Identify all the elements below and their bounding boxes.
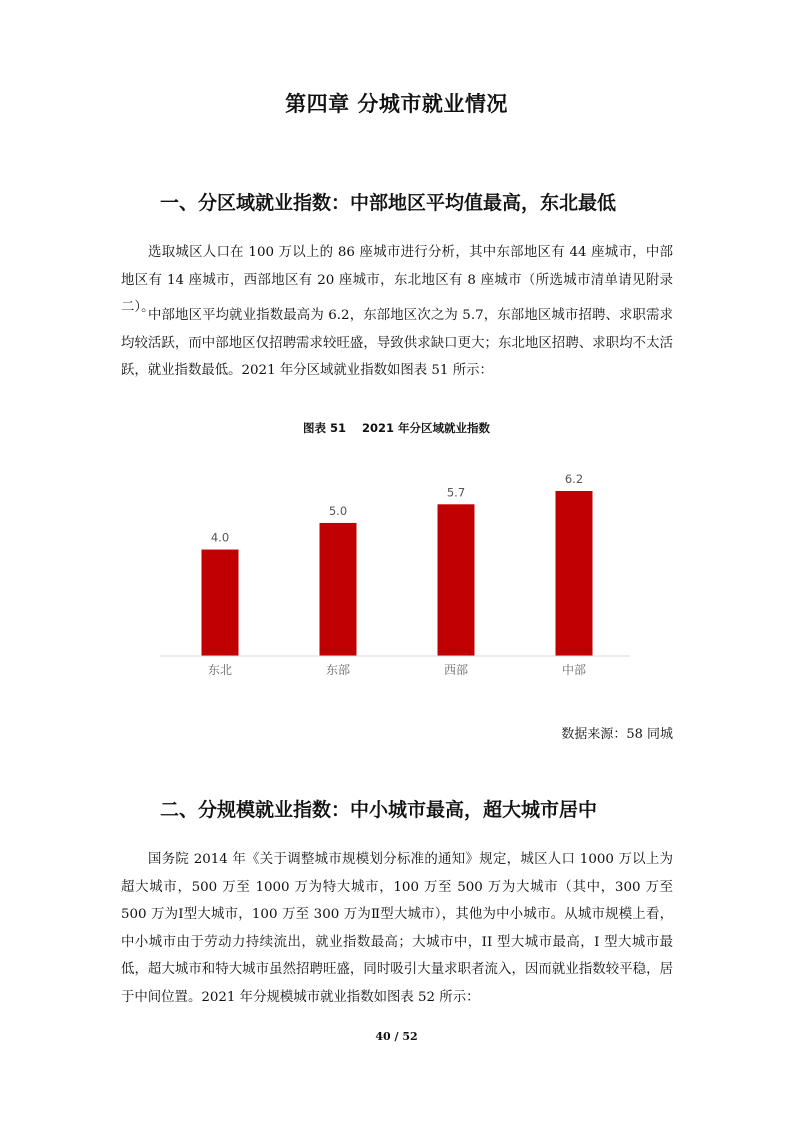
regional-employment-index-chart [150, 460, 640, 690]
data-label-0: 4.0 [210, 530, 230, 545]
data-label-1: 5.0 [328, 503, 348, 518]
figure-label: 图表 51 [302, 421, 346, 435]
category-label-3: 中部 [561, 663, 587, 677]
section-2-paragraph-1: 国务院 2014 年《关于调整城市规模划分标准的通知》规定，城区人口 1000 万以上为超大城市，500 万至 1000 万为特大城市，100 万至 500 万为大城市（其中，300 万至 500 万为Ⅰ型大城市，100 万至 300 万为Ⅱ型大城市），其他为中小城市。从城市规模上看，中小城市由于劳动力持续流出，就业指数最高；大城市中，II 型大城市最高，I 型大城市最低，超大城市和特大城市虽然招聘旺盛，同时吸引大量求职者流入，因而就业指数较平稳，居于中间位置。2021 年分规模城市就业指数如图表 52 所示： [121, 852, 673, 1005]
category-label-2: 西部 [443, 663, 469, 677]
data-label-2: 5.7 [446, 485, 466, 500]
data-source: 数据来源：58 同城 [561, 727, 673, 742]
bar-2 [438, 504, 475, 656]
figure-title: 2021 年分区域就业指数 [362, 421, 491, 435]
bar-0 [202, 550, 239, 656]
section-1-paragraph-2: 中部地区平均就业指数最高为 6.2，东部地区次之为 5.7，东部地区城市招聘、求职需求均较活跃，而中部地区仅招聘需求较旺盛，导致供求缺口更大；东北地区招聘、求职均不太活跃，就业指数最低。2021 年分区域就业指数如图表 51 所示： [121, 308, 673, 378]
page-number: 40 / 52 [375, 1030, 418, 1043]
data-label-3: 6.2 [564, 472, 584, 486]
category-label-1: 东部 [325, 663, 351, 677]
bar-1 [320, 523, 357, 656]
chapter-title: 第四章 分城市就业情况 [285, 92, 508, 116]
bar-3 [556, 491, 593, 656]
figure-caption [0, 420, 793, 436]
section-1-title: 一、分区域就业指数：中部地区平均值最高，东北最低 [160, 192, 617, 214]
section-1-paragraph-1: 选取城区人口在 100 万以上的 86 座城市进行分析，其中东部地区有 44 座城市，中部地区有 14 座城市，西部地区有 20 座城市，东北地区有 8 座城市（所选城市清单请见附录二）。 [121, 245, 673, 315]
section-2-title: 二、分规模就业指数：中小城市最高，超大城市居中 [160, 799, 598, 821]
category-label-0: 东北 [207, 663, 233, 677]
